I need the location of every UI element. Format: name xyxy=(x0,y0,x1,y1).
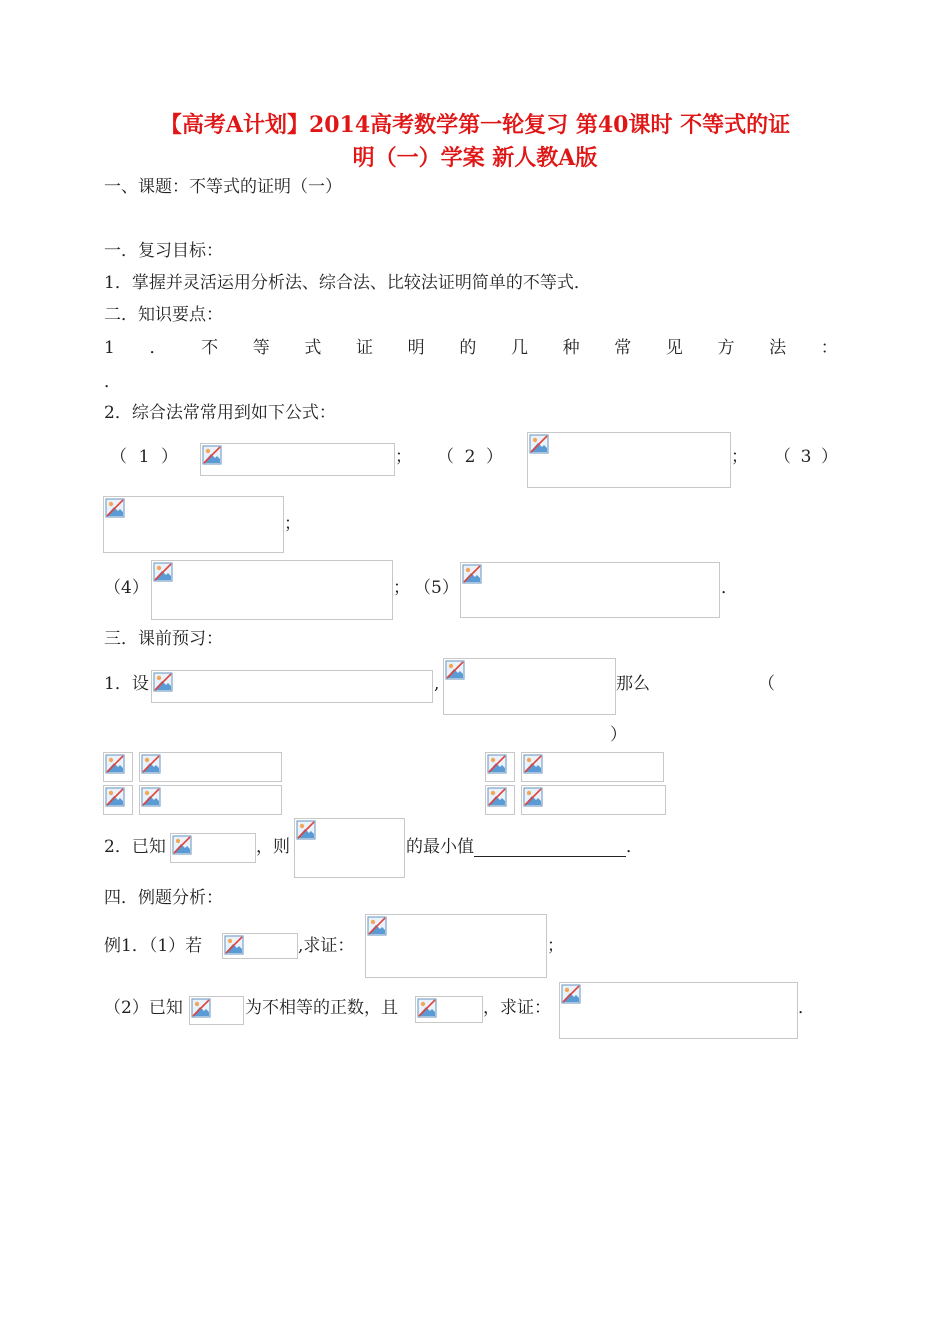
separator: ； xyxy=(393,578,410,598)
formula-4-image xyxy=(151,560,393,620)
question-1-prefix: 1．设 xyxy=(104,674,149,694)
answer-paren-close: ） xyxy=(610,725,627,745)
number: 1 xyxy=(138,447,150,467)
broken-image-icon xyxy=(105,754,125,774)
question-2-prefix: 2．已知 xyxy=(104,837,166,857)
formula-4-label: （4） xyxy=(104,578,149,598)
spread-char: 几 xyxy=(510,338,528,358)
broken-image-icon xyxy=(153,562,173,582)
broken-image-icon xyxy=(202,445,222,465)
broken-image-icon xyxy=(141,787,161,807)
formula-5-label: （5） xyxy=(414,578,459,598)
example-1-end: ； xyxy=(547,936,564,956)
broken-image-icon xyxy=(487,787,507,807)
broken-image-icon xyxy=(141,754,161,774)
example-2-end: ． xyxy=(798,998,815,1018)
option-a-image[interactable] xyxy=(139,752,282,782)
spread-char: 法 xyxy=(769,338,787,358)
question-2-image-a xyxy=(170,833,256,863)
option-c-image[interactable] xyxy=(139,785,282,815)
question-2-image-b xyxy=(294,818,405,878)
section-2-heading: 二．知识要点： xyxy=(104,305,223,325)
spread-char: 常 xyxy=(614,338,632,358)
spread-char: 的 xyxy=(459,338,477,358)
formula-1-label xyxy=(110,447,178,467)
broken-image-icon xyxy=(296,820,316,840)
section-1-item-1: 1．掌握并灵活运用分析法、综合法、比较法证明简单的不等式． xyxy=(104,273,591,293)
spread-char: 不 xyxy=(201,338,219,358)
example-1-prefix: 例1．（1）若 xyxy=(104,936,203,956)
question-2-min-label: 的最小值 xyxy=(406,837,474,857)
spread-char: ． xyxy=(149,338,167,358)
separator: ； xyxy=(284,514,301,534)
example-2-claim-image xyxy=(559,982,798,1039)
broken-image-icon xyxy=(561,984,581,1004)
answer-paren-open: （ xyxy=(758,674,775,694)
spread-char: 见 xyxy=(665,338,683,358)
number: 2 xyxy=(464,447,476,467)
section-3-heading: 三．课前预习： xyxy=(104,629,223,649)
broken-image-icon xyxy=(367,916,387,936)
paren: （ xyxy=(110,447,127,467)
answer-blank[interactable] xyxy=(474,839,626,857)
number: 3 xyxy=(800,447,812,467)
page-title-line-2: 明（一）学案 新人教A版 xyxy=(352,145,598,171)
broken-image-icon xyxy=(487,754,507,774)
broken-image-icon xyxy=(529,434,549,454)
question-1-image-b xyxy=(443,658,616,715)
broken-image-icon xyxy=(191,998,211,1018)
question-2-end: ． xyxy=(626,837,643,857)
broken-image-icon xyxy=(417,998,437,1018)
example-1-prove: ,求证： xyxy=(298,936,355,956)
spread-char: 式 xyxy=(304,338,322,358)
broken-image-icon xyxy=(105,787,125,807)
section-1-heading: 一．复习目标： xyxy=(104,241,223,261)
comma: , xyxy=(434,674,440,694)
broken-image-icon xyxy=(224,935,244,955)
broken-image-icon xyxy=(153,672,173,692)
spread-char: 等 xyxy=(252,338,270,358)
example-2-prefix: （2）已知 xyxy=(104,998,183,1018)
option-c-label-image[interactable] xyxy=(103,785,133,815)
question-1-then: 那么 xyxy=(616,674,650,694)
example-2-prove: ，求证： xyxy=(483,998,551,1018)
paren: （ xyxy=(437,447,454,467)
paren: ） xyxy=(820,447,838,467)
option-d-label-image[interactable] xyxy=(485,785,515,815)
spread-char: 证 xyxy=(356,338,374,358)
broken-image-icon xyxy=(523,787,543,807)
question-1-image-a xyxy=(151,670,433,703)
page-title-line-1: 【高考A计划】2014高考数学第一轮复习 第40课时 不等式的证 xyxy=(159,112,791,138)
separator: ； xyxy=(731,447,748,467)
formula-3-label xyxy=(774,447,838,467)
topic: 一、课题：不等式的证明（一） xyxy=(104,177,342,197)
question-2-then: ，则 xyxy=(256,837,290,857)
formula-2-image xyxy=(527,432,731,488)
spread-char: 方 xyxy=(717,338,735,358)
example-1-claim-image xyxy=(365,914,547,978)
section-2-item-2: 2．综合法常常用到如下公式： xyxy=(104,403,336,423)
section-2-item-1-dot: ． xyxy=(104,372,121,392)
broken-image-icon xyxy=(462,564,482,584)
formula-2-label xyxy=(437,447,503,467)
formula-1-image xyxy=(200,443,395,476)
paren: ） xyxy=(160,447,178,467)
spread-char: 种 xyxy=(562,338,580,358)
section-4-heading: 四．例题分析： xyxy=(104,888,223,908)
option-b-image[interactable] xyxy=(521,752,664,782)
example-2-mid: 为不相等的正数，且 xyxy=(245,998,398,1018)
example-1-condition-image xyxy=(222,933,298,959)
example-2-condition-image xyxy=(415,996,483,1023)
question-2-min xyxy=(406,837,643,857)
example-2-variables-image xyxy=(189,996,244,1025)
paren: ） xyxy=(485,447,503,467)
broken-image-icon xyxy=(172,835,192,855)
broken-image-icon xyxy=(445,660,465,680)
spread-char: 明 xyxy=(407,338,425,358)
separator: ； xyxy=(395,447,412,467)
section-2-item-1 xyxy=(104,338,838,358)
broken-image-icon xyxy=(105,498,125,518)
broken-image-icon xyxy=(523,754,543,774)
spread-char: ： xyxy=(820,338,838,358)
spread-char: 1 xyxy=(104,338,115,358)
formula-end-period: ． xyxy=(721,578,738,598)
formula-5-image xyxy=(460,562,720,618)
option-d-image[interactable] xyxy=(521,785,666,815)
option-b-label-image[interactable] xyxy=(485,752,515,782)
paren: （ xyxy=(774,447,791,467)
formula-3-image xyxy=(103,496,284,553)
option-a-label-image[interactable] xyxy=(103,752,133,782)
